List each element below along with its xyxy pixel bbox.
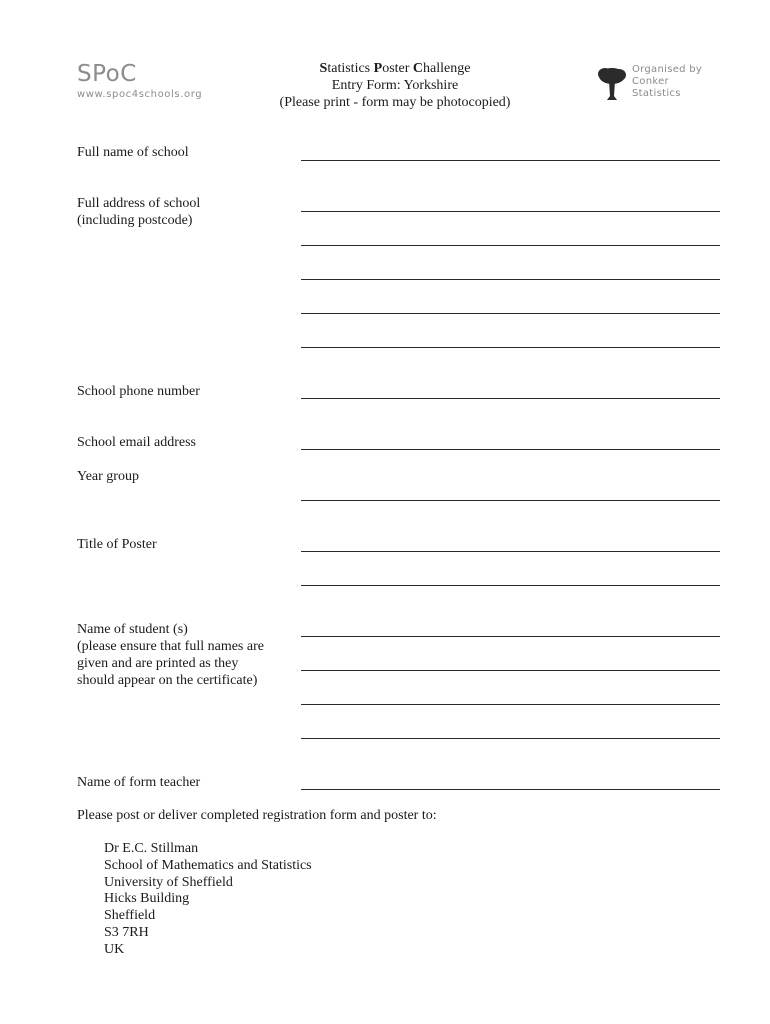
title-part: tatistics: [327, 61, 374, 76]
school-address-line[interactable]: [301, 313, 720, 314]
form-note: (Please print - form may be photocopied): [279, 95, 511, 110]
address-line: UK: [104, 941, 125, 957]
title-part: hallenge: [423, 61, 471, 76]
address-line: Sheffield: [104, 908, 156, 924]
label-school-address: [77, 195, 302, 229]
organiser-line: Organised by: [632, 64, 703, 75]
title-part: S: [319, 61, 328, 76]
label-line: Name of student (s): [77, 622, 188, 637]
address-line: School of Mathematics and Statistics: [104, 857, 312, 873]
label-phone: School phone number: [77, 384, 200, 399]
form-subtitle: Entry Form: Yorkshire: [331, 78, 459, 93]
student-name-line[interactable]: [301, 670, 720, 671]
logo-url: www.spoc4schools.org: [77, 89, 203, 100]
school-address-line[interactable]: [301, 279, 720, 280]
tree-icon: [597, 66, 627, 102]
label-line: (please ensure that full names are: [77, 639, 264, 654]
form-header: [240, 60, 550, 111]
address-line: S3 7RH: [104, 924, 149, 940]
label-form-teacher: Name of form teacher: [77, 775, 201, 790]
school-name-line[interactable]: [301, 160, 720, 161]
form-title: [240, 60, 550, 77]
phone-line[interactable]: [301, 398, 720, 399]
label-poster-title: Title of Poster: [77, 537, 157, 552]
logo-title: SPoC: [77, 61, 137, 87]
label-email: School email address: [77, 435, 196, 450]
label-students: [77, 621, 302, 689]
email-line[interactable]: [301, 449, 720, 450]
organiser-line: Conker: [632, 76, 669, 87]
label-line: should appear on the certificate): [77, 673, 258, 688]
instructions: Please post or deliver completed registration form and poster to:: [77, 808, 437, 823]
student-name-line[interactable]: [301, 704, 720, 705]
address-line: Dr E.C. Stillman: [104, 841, 199, 856]
student-name-line[interactable]: [301, 636, 720, 637]
year-group-line[interactable]: [301, 500, 720, 501]
poster-title-line[interactable]: [301, 551, 720, 552]
school-address-line[interactable]: [301, 211, 720, 212]
school-address-line[interactable]: [301, 347, 720, 348]
label-line: (including postcode): [77, 213, 193, 228]
label-line: Full address of school: [77, 196, 201, 211]
form-teacher-line[interactable]: [301, 789, 720, 790]
label-school-name: Full name of school: [77, 145, 189, 160]
school-address-line[interactable]: [301, 245, 720, 246]
organiser-text: [632, 64, 732, 100]
label-year-group: Year group: [77, 469, 139, 484]
postal-address: [104, 841, 312, 959]
title-part: P: [373, 61, 383, 76]
title-part: C: [412, 61, 424, 76]
title-part: oster: [382, 61, 413, 76]
address-line: Hicks Building: [104, 891, 190, 907]
student-name-line[interactable]: [301, 738, 720, 739]
organiser-line: Statistics: [632, 88, 681, 99]
spoc-logo: [77, 60, 202, 100]
address-line: University of Sheffield: [104, 874, 233, 890]
poster-title-line[interactable]: [301, 585, 720, 586]
label-line: given and are printed as they: [77, 656, 239, 671]
